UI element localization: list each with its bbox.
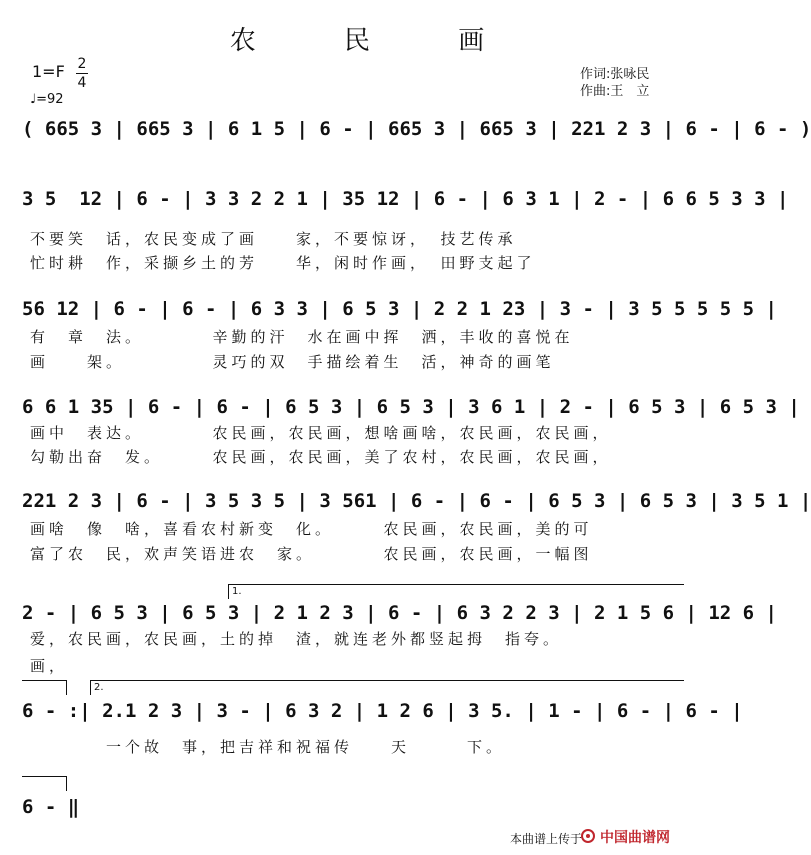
ending-bracket — [22, 776, 67, 791]
lyric-row-4-verse-2: 富了农 民，欢声笑语进农 家。 农民画，农民画，一幅图 — [30, 545, 593, 563]
time-signature-bottom: 4 — [77, 75, 87, 91]
credits — [580, 66, 649, 100]
volta-2-bracket: 2. — [90, 680, 684, 695]
notation-row-1: 3 5 12 | 6 - | 3 3 2 2 1 | 35 12 | 6 - | 6 3 1 | 2 - | 6 6 5 3 3 | — [22, 188, 789, 210]
lyric-row-2-verse-2: 画 架。 灵巧的双 手描绘着生 活，神奇的画笔 — [30, 353, 555, 371]
time-signature-top: 2 — [77, 56, 87, 72]
notation-row-6: 6 - :| 2.1 2 3 | 3 - | 6 3 2 | 1 2 6 | 3 5. | 1 - | 6 - | 6 - | — [22, 700, 743, 722]
upload-label: 本曲谱上传于 — [510, 832, 583, 846]
volta-1-bracket: 1. — [228, 584, 684, 599]
notation-row-5: 2 - | 6 5 3 | 6 5 3 | 2 1 2 3 | 6 - | 6 3 2 2 3 | 2 1 5 6 | 12 6 | — [22, 602, 777, 624]
composer-credit: 作曲:王 立 — [580, 84, 650, 99]
lyric-row-2-verse-1: 有 章 法。 辛勤的汗 水在画中挥 洒，丰收的喜悦在 — [30, 328, 574, 346]
lyric-row-4-verse-1: 画啥 像 啥，喜看农村新变 化。 农民画，农民画，美的可 — [30, 520, 593, 538]
volta-1-end-bracket — [22, 680, 67, 695]
site-logo-icon — [580, 828, 596, 844]
song-title: 农 民 画 — [229, 26, 525, 56]
notation-row-4: 221 2 3 | 6 - | 3 5 3 5 | 3 561 | 6 - | 6 - | 6 5 3 | 6 5 3 | 3 5 1 | — [22, 490, 811, 512]
notation-row-2: 56 12 | 6 - | 6 - | 6 3 3 | 6 5 3 | 2 2 1 23 | 3 - | 3 5 5 5 5 5 | — [22, 298, 777, 320]
site-logo[interactable]: 中国曲谱网 — [600, 830, 670, 846]
lyric-row-3-verse-1: 画中 表达。 农民画，农民画，想啥画啥，农民画，农民画， — [30, 424, 612, 442]
notation-row-0: ( 665 3 | 665 3 | 6 1 5 | 6 - | 665 3 | 665 3 | 221 2 3 | 6 - | 6 - ) — [22, 118, 811, 140]
lyric-row-6-verse-1: 一个故 事，把吉祥和祝福传 天 下。 — [30, 738, 506, 756]
key-signature: 1=F — [32, 62, 65, 81]
lyric-row-1-verse-1: 不要笑 话，农民变成了画 家，不要惊讶， 技艺传承 — [30, 230, 517, 248]
notation-row-7: 6 - ‖ — [22, 796, 80, 818]
notation-row-3: 6 6 1 35 | 6 - | 6 - | 6 5 3 | 6 5 3 | 3 6 1 | 2 - | 6 5 3 | 6 5 3 | — [22, 396, 800, 418]
lyricist-credit: 作词:张咏民 — [580, 67, 650, 82]
time-signature — [76, 56, 88, 91]
lyric-row-5-verse-2: 画， — [30, 657, 69, 675]
lyric-row-5-verse-1: 爱，农民画，农民画，土的掉 渣，就连老外都竖起拇 指夸。 — [30, 630, 563, 648]
tempo-marking: ♩=92 — [30, 92, 64, 107]
lyric-row-3-verse-2: 勾勒出奋 发。 农民画，农民画，美了农村，农民画，农民画， — [30, 448, 612, 466]
lyric-row-1-verse-2: 忙时耕 作，采撷乡土的芳 华，闲时作画， 田野支起了 — [30, 254, 536, 272]
